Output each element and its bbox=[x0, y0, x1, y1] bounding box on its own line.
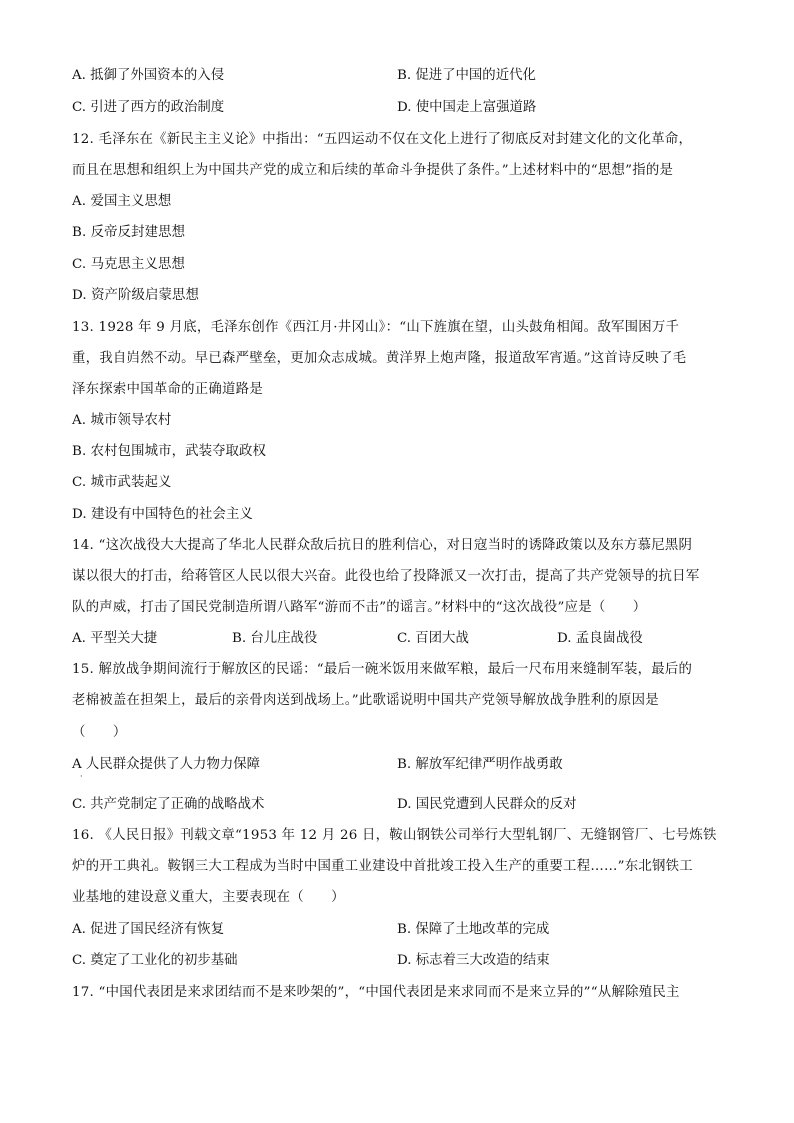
question-text-line: 谋以很大的打击，给蒋管区人民以很大兴奋。此役也给了投降派又一次打击，提高了共产党领导的抗日军 bbox=[72, 569, 700, 584]
answer-option: A. 促进了国民经济有恢复 bbox=[72, 922, 225, 937]
answer-option: D. 建设有中国特色的社会主义 bbox=[72, 507, 253, 522]
question-text-line: 12. 毛泽东在《新民主主义论》中指出：“五四运动不仅在文化上进行了彻底反对封建文化的文化革命， bbox=[72, 132, 693, 147]
answer-option: D. 国民党遭到人民群众的反对 bbox=[397, 797, 577, 812]
question-text-line: 业基地的建设意义重大，主要表现在（ ） bbox=[72, 890, 345, 905]
question-text-line: 泽东探索中国革命的正确道路是 bbox=[72, 382, 263, 397]
answer-option: A. 爱国主义思想 bbox=[72, 194, 172, 209]
answer-option: C. 奠定了工业化的初步基础 bbox=[72, 953, 238, 968]
answer-option: B. 反帝反封建思想 bbox=[72, 225, 186, 240]
answer-option: A. 平型关大捷 bbox=[72, 631, 158, 646]
question-text-line: 队的声威，打击了国民党制造所谓八路军“游而不击”的谣言。”材料中的“这次战役”应是（ ） bbox=[72, 600, 647, 615]
question-text-line: 而且在思想和组织上为中国共产党的成立和后续的革命斗争提供了条件。”上述材料中的“思想”指的是 bbox=[72, 163, 674, 178]
answer-option: C. 引进了西方的政治制度 bbox=[72, 100, 225, 115]
question-text-line: 15. 解放战争期间流行于解放区的民谣：“最后一碗米饭用来做军粮，最后一尺布用来缝制军装，最后的 bbox=[72, 662, 693, 677]
question-text-line: （ ） bbox=[72, 725, 127, 740]
answer-option: A. 城市领导农村 bbox=[72, 413, 172, 428]
answer-option: C. 共产党制定了正确的战略战术 bbox=[72, 797, 265, 812]
answer-option: C. 马克思主义思想 bbox=[72, 257, 186, 272]
answer-option: B. 保障了土地改革的完成 bbox=[397, 922, 550, 937]
answer-option: A. 抵御了外国资本的入侵 bbox=[72, 68, 225, 83]
answer-option: D. 孟良崮战役 bbox=[557, 631, 643, 646]
question-text-line: 重，我自岿然不动。早已森严壁垒，更加众志成城。黄洋界上炮声隆，报道敌军宵遁。”这首诗反映了毛 bbox=[72, 351, 687, 366]
stray-mark: · bbox=[80, 772, 83, 781]
question-text-line: 老棉被盖在担架上，最后的亲骨肉送到战场上。”此歌谣说明中国共产党领导解放战争胜利的原因是 bbox=[72, 693, 659, 708]
question-text-line: 16. 《人民日报》刊载文章“1953 年 12 月 26 日，鞍山钢铁公司举行大型轧钢厂、无缝钢管厂、七号炼铁 bbox=[72, 828, 717, 843]
answer-option: B. 解放军纪律严明作战勇敢 bbox=[397, 757, 563, 772]
answer-option: C. 百团大战 bbox=[397, 631, 469, 646]
answer-option: D. 资产阶级启蒙思想 bbox=[72, 288, 199, 303]
question-text-line: 14. “这次战役大大提高了华北人民群众敌后抗日的胜利信心，对日寇当时的诱降政策以及东方慕尼黑阴 bbox=[72, 538, 693, 553]
answer-option: B. 促进了中国的近代化 bbox=[397, 68, 536, 83]
question-text-line: 13. 1928 年 9 月底，毛泽东创作《西江月·井冈山》：“山下旌旗在望，山头鼓角相闻。敌军围困万千 bbox=[72, 320, 680, 335]
question-text-line: 17. “中国代表团是来求团结而不是来吵架的”，“中国代表团是来求同而不是来立异的”“从解除殖民主 bbox=[72, 985, 680, 1000]
answer-option: B. 农村包围城市，武装夺取政权 bbox=[72, 444, 267, 459]
answer-option: C. 城市武装起义 bbox=[72, 475, 172, 490]
answer-option: A 人民群众提供了人力物力保障 bbox=[72, 757, 261, 772]
answer-option: D. 使中国走上富强道路 bbox=[397, 100, 537, 115]
answer-option: B. 台儿庄战役 bbox=[232, 631, 318, 646]
answer-option: D. 标志着三大改造的结束 bbox=[397, 953, 550, 968]
question-text-line: 炉的开工典礼。鞍钢三大工程成为当时中国重工业建设中首批竣工投入生产的重要工程……”东北钢铁工 bbox=[72, 859, 693, 874]
